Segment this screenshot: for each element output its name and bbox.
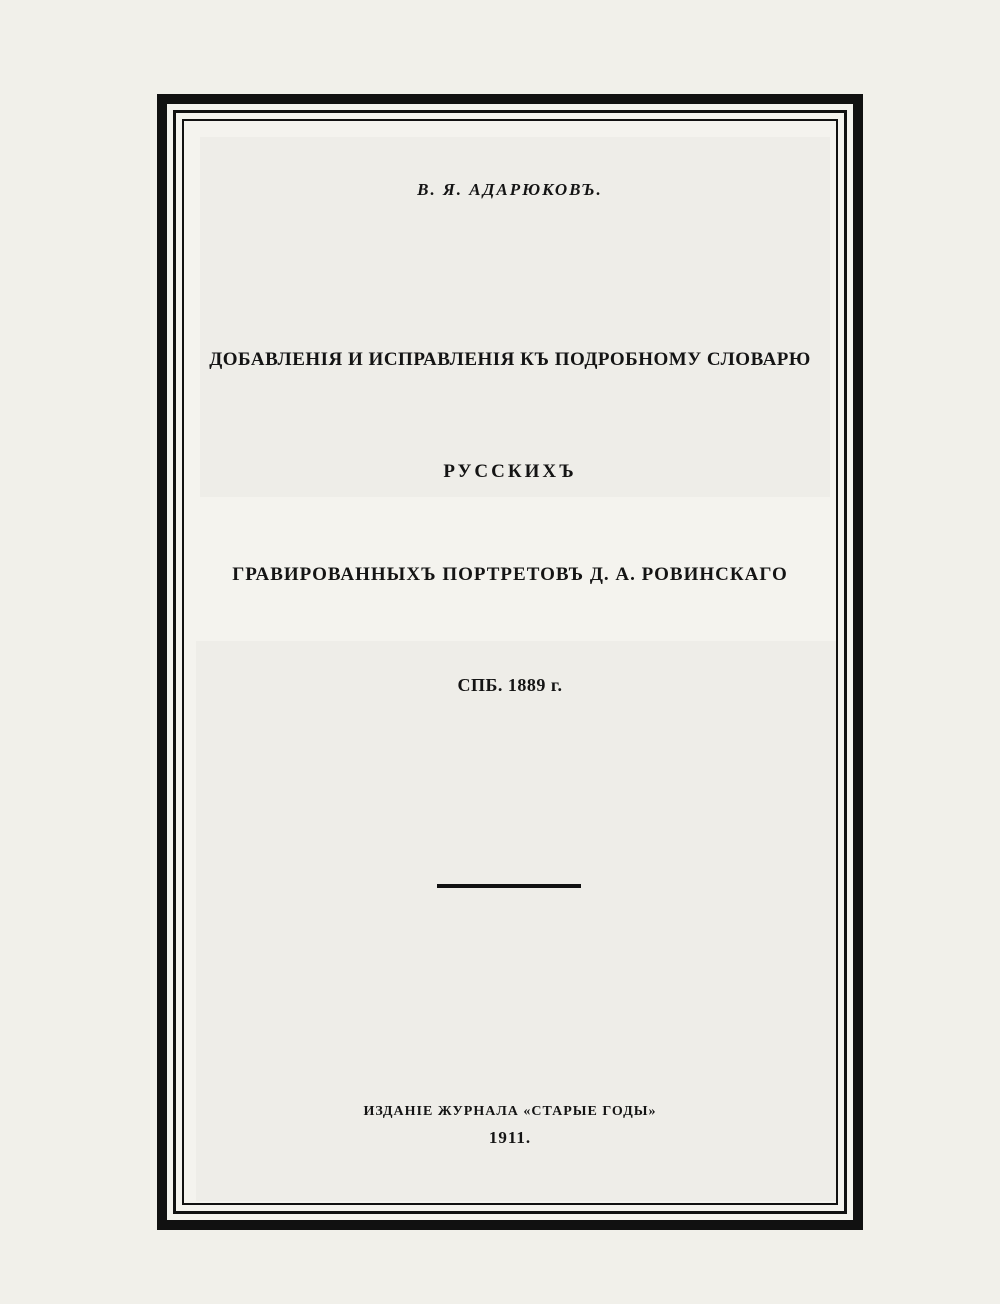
author-name: В. Я. АДАРЮКОВЪ. (417, 180, 603, 199)
publication-year: 1911. (488, 1128, 532, 1147)
publisher: ИЗДАНІЕ ЖУРНАЛА «СТАРЫЕ ГОДЫ» (363, 1104, 657, 1119)
divider-rule (437, 884, 581, 888)
original-place-year: СПБ. 1889 г. (457, 675, 563, 695)
title-page-border (157, 94, 863, 1230)
title-line-2: РУССКИХЪ (443, 461, 577, 482)
title-line-3: ГРАВИРОВАННЫХЪ ПОРТРЕТОВЪ Д. А. РОВИНСКАГО (232, 564, 788, 585)
title-line-1: ДОБАВЛЕНІЯ И ИСПРАВЛЕНІЯ КЪ ПОДРОБНОМУ СЛОВАРЮ (209, 349, 811, 370)
title-page-content (167, 104, 853, 1220)
